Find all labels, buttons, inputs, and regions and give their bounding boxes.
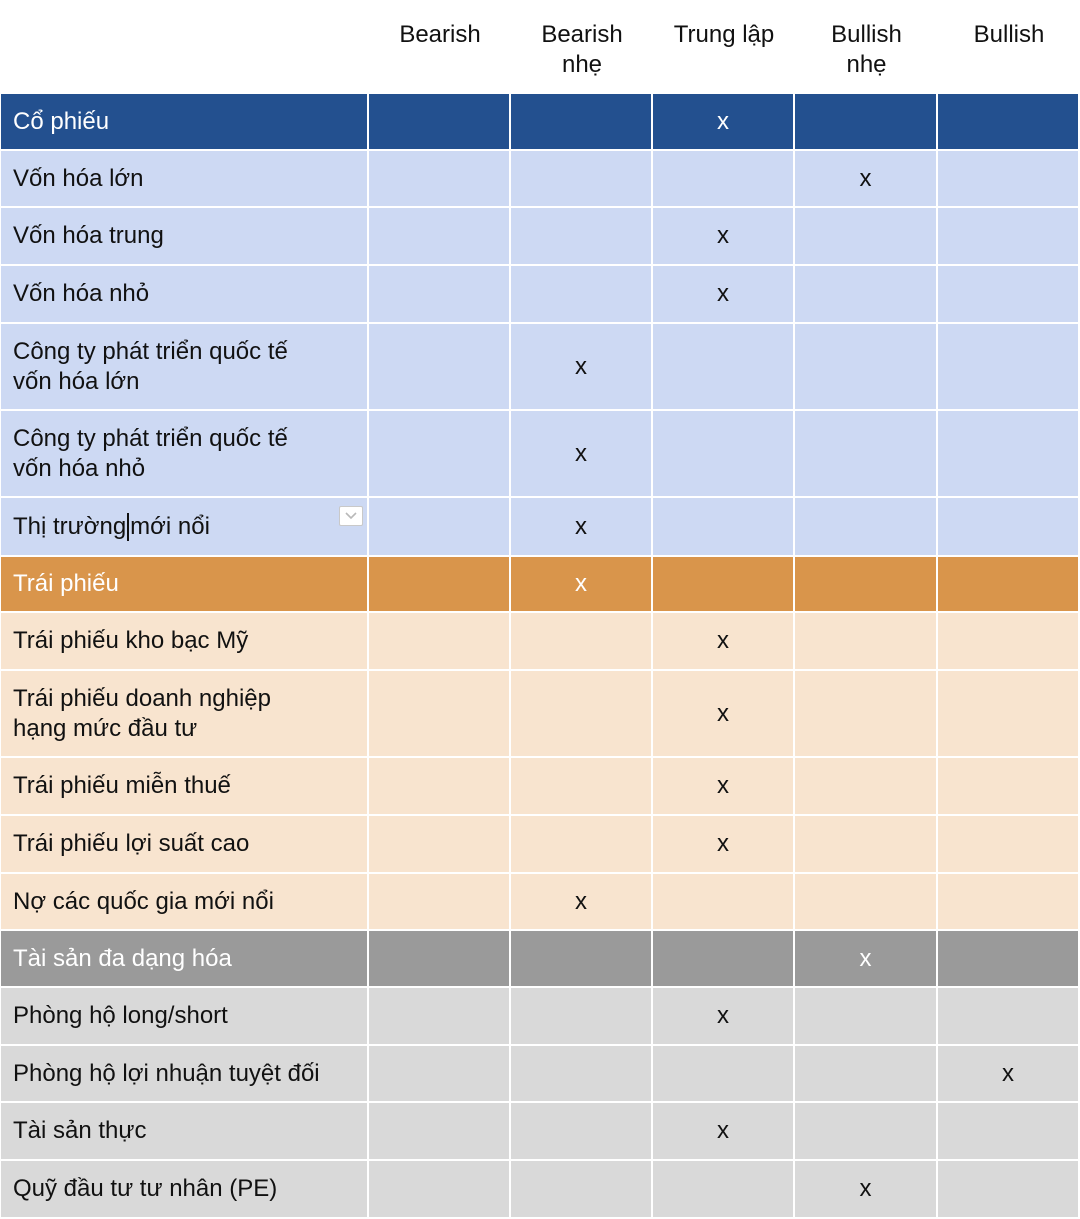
rating-cell[interactable]: [938, 671, 1080, 758]
rating-cell[interactable]: [511, 816, 653, 874]
rating-cell[interactable]: [653, 411, 795, 498]
rating-mark: x: [1002, 1059, 1014, 1087]
rating-cell[interactable]: [369, 758, 511, 816]
column-header-row: [0, 0, 1080, 94]
chevron-down-icon[interactable]: [339, 506, 363, 526]
asset-class-label[interactable]: [0, 758, 369, 816]
rating-mark: x: [717, 627, 729, 654]
rating-cell[interactable]: [795, 151, 938, 208]
label-text: Công ty phát triển quốc tế vốn hóa nhỏ: [13, 424, 288, 482]
rating-cell[interactable]: [369, 874, 511, 931]
rating-cell[interactable]: [653, 266, 795, 324]
rating-cell[interactable]: [795, 931, 938, 988]
rating-cell[interactable]: [795, 266, 938, 324]
column-header-bearish: Bearish: [399, 21, 481, 48]
rating-mark: x: [717, 280, 729, 307]
label-text: Tài sản thực: [13, 1117, 147, 1144]
rating-cell[interactable]: [369, 94, 511, 151]
asset-class-label[interactable]: [0, 816, 369, 874]
rating-cell[interactable]: [653, 988, 795, 1046]
table-row: [0, 1103, 1080, 1161]
rating-cell[interactable]: [795, 758, 938, 816]
rating-cell[interactable]: [938, 758, 1080, 816]
asset-class-label[interactable]: [0, 613, 369, 671]
rating-cell[interactable]: [653, 816, 795, 874]
group-heading-label[interactable]: [0, 557, 369, 613]
rating-cell[interactable]: [511, 324, 653, 411]
column-header-slightly-bullish: Bullish nhẹ: [831, 21, 902, 78]
rating-cell[interactable]: [938, 94, 1080, 151]
label-text: Nợ các quốc gia mới nổi: [13, 887, 274, 915]
rating-cell[interactable]: [938, 931, 1080, 988]
rating-cell[interactable]: [369, 151, 511, 208]
rating-cell[interactable]: [369, 988, 511, 1046]
rating-cell[interactable]: [795, 671, 938, 758]
rating-cell[interactable]: [938, 324, 1080, 411]
rating-mark: x: [717, 1117, 729, 1144]
table-row: [0, 988, 1080, 1046]
rating-cell[interactable]: [795, 1046, 938, 1103]
rating-cell[interactable]: [511, 671, 653, 758]
rating-cell[interactable]: [938, 1161, 1080, 1219]
rating-cell[interactable]: [511, 1103, 653, 1161]
bonds-group-heading-row: [0, 557, 1080, 613]
asset-class-label[interactable]: [0, 411, 369, 498]
label-text: Trái phiếu: [13, 570, 119, 597]
equity-group-heading-row: [0, 94, 1080, 151]
rating-mark: x: [717, 772, 729, 799]
rating-mark: x: [717, 699, 729, 727]
rating-cell[interactable]: [795, 816, 938, 874]
rating-cell[interactable]: [369, 816, 511, 874]
asset-class-label[interactable]: [0, 671, 369, 758]
rating-mark: x: [575, 570, 587, 597]
rating-cell[interactable]: [369, 1103, 511, 1161]
rating-cell[interactable]: [653, 208, 795, 266]
rating-cell[interactable]: [369, 613, 511, 671]
table-row: [0, 816, 1080, 874]
asset-class-label[interactable]: [0, 988, 369, 1046]
rating-cell[interactable]: [938, 1103, 1080, 1161]
rating-cell[interactable]: [369, 208, 511, 266]
table-row: [0, 411, 1080, 498]
label-text: mới nổi: [130, 512, 210, 540]
label-text: Thị trường: [13, 512, 127, 540]
rating-cell[interactable]: [938, 411, 1080, 498]
table-row: [0, 266, 1080, 324]
rating-mark: x: [859, 944, 872, 972]
asset-class-label[interactable]: [0, 1046, 369, 1103]
group-heading-label[interactable]: [0, 931, 369, 988]
label-text: Quỹ đầu tư tư nhân (PE): [13, 1175, 278, 1202]
rating-cell[interactable]: [369, 266, 511, 324]
rating-cell[interactable]: [511, 613, 653, 671]
rating-mark: x: [575, 352, 587, 380]
rating-cell[interactable]: [369, 557, 511, 613]
rating-cell[interactable]: [653, 671, 795, 758]
rating-cell[interactable]: [369, 411, 511, 498]
label-text: Trái phiếu doanh nghiệp hạng mức đầu tư: [13, 684, 271, 742]
rating-cell[interactable]: [653, 324, 795, 411]
column-header-bullish: Bullish: [973, 21, 1045, 48]
label-text: Vốn hóa trung: [13, 222, 164, 249]
rating-cell[interactable]: [511, 266, 653, 324]
rating-cell[interactable]: [511, 557, 653, 613]
rating-cell[interactable]: [938, 816, 1080, 874]
rating-cell[interactable]: [653, 151, 795, 208]
rating-cell[interactable]: [511, 151, 653, 208]
label-text: Cổ phiếu: [13, 107, 110, 135]
rating-cell[interactable]: [369, 671, 511, 758]
asset-class-label[interactable]: [0, 1161, 369, 1219]
label-text: Vốn hóa lớn: [13, 164, 144, 192]
rating-cell[interactable]: [938, 557, 1080, 613]
asset-class-label[interactable]: [0, 324, 369, 411]
column-header-slightly-bearish: Bearish nhẹ: [541, 21, 623, 78]
rating-mark: x: [575, 512, 587, 540]
group-heading-label[interactable]: [0, 94, 369, 151]
rating-cell[interactable]: [369, 931, 511, 988]
table-row: [0, 498, 1080, 557]
rating-cell[interactable]: [795, 613, 938, 671]
rating-cell[interactable]: [511, 411, 653, 498]
label-text: Trái phiếu miễn thuế: [13, 772, 231, 799]
alternatives-group-heading-row: [0, 931, 1080, 988]
rating-cell[interactable]: [938, 1046, 1080, 1103]
rating-cell[interactable]: [653, 1161, 795, 1219]
rating-cell[interactable]: [511, 931, 653, 988]
table-row: [0, 874, 1080, 931]
label-text: Trái phiếu kho bạc Mỹ: [13, 627, 249, 654]
rating-cell[interactable]: [653, 1046, 795, 1103]
label-text: Phòng hộ long/short: [13, 1002, 228, 1029]
rating-cell[interactable]: [369, 1161, 511, 1219]
rating-mark: x: [717, 222, 729, 249]
rating-mark: x: [575, 887, 587, 915]
rating-cell[interactable]: [795, 1103, 938, 1161]
rating-cell[interactable]: [369, 324, 511, 411]
asset-class-label[interactable]: [0, 208, 369, 266]
rating-cell[interactable]: [511, 988, 653, 1046]
text-cursor: [127, 513, 129, 541]
asset-class-label[interactable]: [0, 266, 369, 324]
label-text: Phòng hộ lợi nhuận tuyệt đối: [13, 1059, 320, 1087]
table-row: [0, 1046, 1080, 1103]
table-row: [0, 324, 1080, 411]
table-row: [0, 671, 1080, 758]
table-row: [0, 208, 1080, 266]
rating-mark: x: [717, 830, 729, 857]
label-text: Vốn hóa nhỏ: [13, 280, 150, 307]
rating-cell[interactable]: [795, 874, 938, 931]
label-text: Tài sản đa dạng hóa: [13, 944, 232, 972]
rating-cell[interactable]: [511, 1161, 653, 1219]
rating-cell[interactable]: [795, 498, 938, 557]
rating-cell[interactable]: [653, 758, 795, 816]
table-row: [0, 613, 1080, 671]
rating-cell[interactable]: [511, 1046, 653, 1103]
rating-cell[interactable]: [511, 758, 653, 816]
rating-cell[interactable]: [938, 151, 1080, 208]
rating-cell[interactable]: [795, 988, 938, 1046]
label-text: Công ty phát triển quốc tế vốn hóa lớn: [13, 337, 288, 395]
rating-cell[interactable]: [938, 988, 1080, 1046]
rating-cell[interactable]: [511, 498, 653, 557]
rating-mark: x: [717, 1002, 729, 1029]
rating-cell[interactable]: [938, 266, 1080, 324]
rating-cell[interactable]: [511, 94, 653, 151]
rating-cell[interactable]: [511, 208, 653, 266]
asset-class-label[interactable]: [0, 874, 369, 931]
rating-cell[interactable]: [653, 557, 795, 613]
rating-cell[interactable]: [653, 498, 795, 557]
rating-cell[interactable]: [795, 94, 938, 151]
rating-cell[interactable]: [653, 931, 795, 988]
rating-mark: x: [717, 107, 729, 135]
rating-cell[interactable]: [653, 613, 795, 671]
rating-cell[interactable]: [369, 1046, 511, 1103]
rating-mark: x: [859, 1175, 872, 1202]
label-text: Trái phiếu lợi suất cao: [13, 830, 250, 857]
rating-cell[interactable]: [938, 874, 1080, 931]
rating-mark: x: [859, 164, 872, 192]
column-header-neutral: Trung lập: [673, 21, 775, 48]
asset-class-label[interactable]: [0, 498, 369, 557]
rating-cell[interactable]: [795, 1161, 938, 1219]
rating-cell[interactable]: [653, 94, 795, 151]
rating-cell[interactable]: [938, 613, 1080, 671]
rating-cell[interactable]: [795, 324, 938, 411]
rating-cell[interactable]: [653, 1103, 795, 1161]
asset-class-label[interactable]: [0, 1103, 369, 1161]
table-row: [0, 151, 1080, 208]
rating-cell[interactable]: [795, 411, 938, 498]
table-row: [0, 758, 1080, 816]
rating-cell[interactable]: [795, 557, 938, 613]
table-row: [0, 1161, 1080, 1219]
rating-cell[interactable]: [938, 208, 1080, 266]
rating-cell[interactable]: [795, 208, 938, 266]
rating-cell[interactable]: [369, 498, 511, 557]
rating-mark: x: [575, 439, 587, 467]
asset-class-label[interactable]: [0, 151, 369, 208]
rating-cell[interactable]: [511, 874, 653, 931]
rating-cell[interactable]: [653, 874, 795, 931]
rating-cell[interactable]: [938, 498, 1080, 557]
